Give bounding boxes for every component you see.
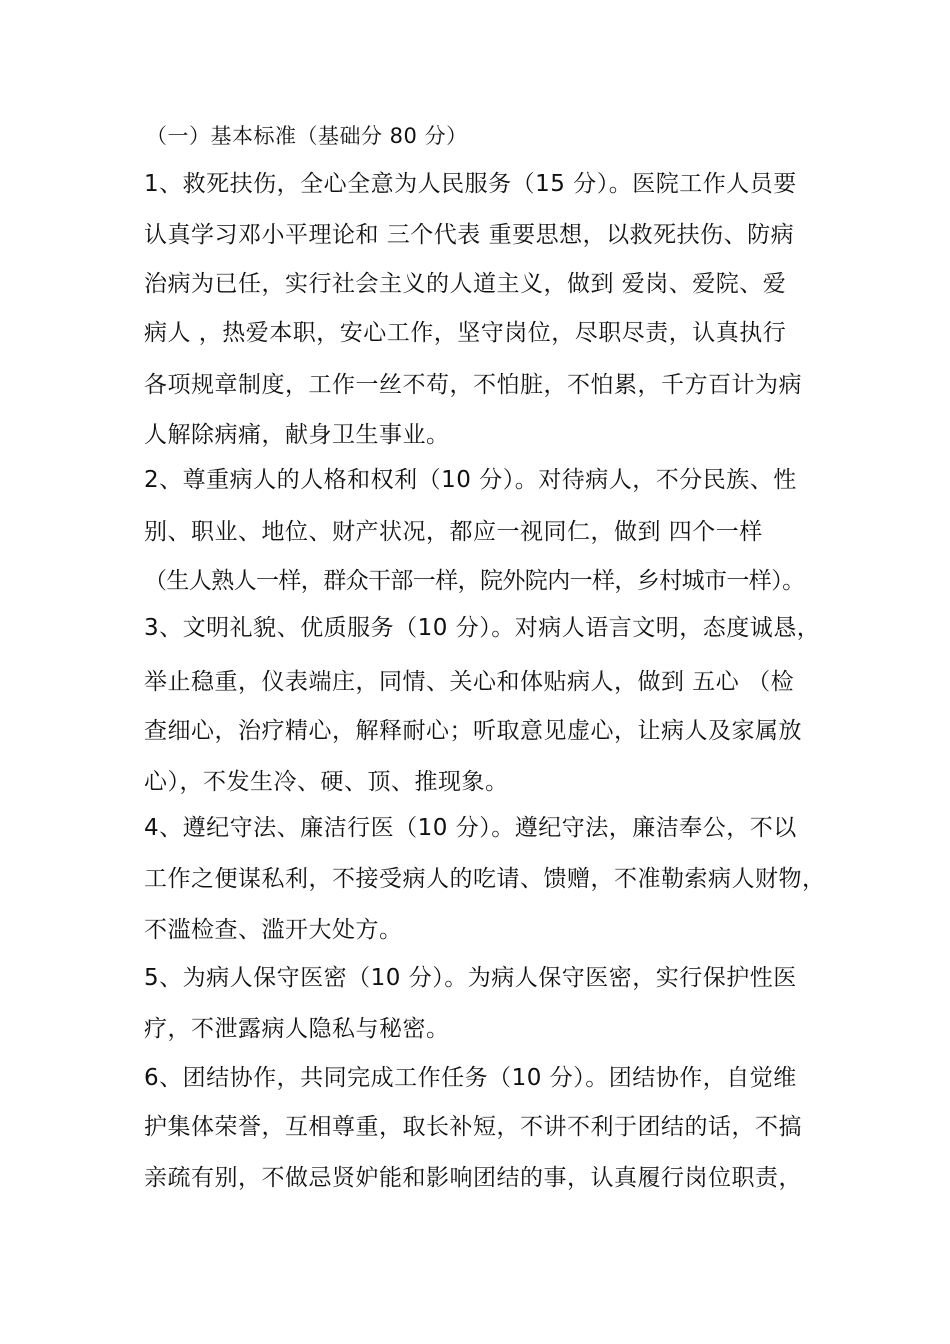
text-line: 工作之便谋私利，不接受病人的吃请、馈赠，不准勒索病人财物， [144, 866, 826, 892]
text-line: 护集体荣誉，互相尊重，取长补短，不讲不利于团结的话，不搞 [144, 1114, 802, 1140]
text-line: 认真学习邓小平理论和 三个代表 重要思想，以救死扶伤、防病 [144, 222, 795, 248]
text-line: 举止稳重，仪表端庄，同情、关心和体贴病人，做到 五心 （检 [144, 669, 795, 695]
text-line: 查细心，治疗精心，解释耐心；听取意见虚心，让病人及家属放 [144, 718, 802, 744]
text-line: 心），不发生冷、硬、顶、推现象。 [144, 769, 509, 795]
text-line: 亲疏有别，不做忌贤妒能和影响团结的事，认真履行岗位职责， [144, 1165, 802, 1191]
text-line: 2、尊重病人的人格和权利（10 分）。对待病人，不分民族、性 [144, 467, 797, 493]
text-line: 疗，不泄露病人隐私与秘密。 [144, 1016, 450, 1042]
text-line: （生人熟人一样，群众干部一样，院外院内一样，乡村城市一样）。 [144, 568, 805, 594]
text-line: 治病为已任，实行社会主义的人道主义，做到 爱岗、爱院、爱 [144, 271, 787, 297]
text-line: 4、遵纪守法、廉洁行医（10 分）。遵纪守法，廉洁奉公，不以 [144, 815, 797, 841]
text-line: 5、为病人保守医密（10 分）。为病人保守医密，实行保护性医 [144, 965, 797, 991]
text-line: 不滥检查、滥开大处方。 [144, 917, 403, 943]
text-line: 别、职业、地位、财产状况，都应一视同仁，做到 四个一样 [144, 519, 763, 545]
section-heading: （一）基本标准（基础分 80 分） [146, 124, 468, 148]
text-line: 病人 ，热爱本职，安心工作，坚守岗位，尽职尽责，认真执行 [144, 320, 787, 346]
text-line: 人解除病痛，献身卫生事业。 [144, 422, 450, 448]
text-line: 各项规章制度，工作一丝不苟，不怕脏，不怕累，千方百计为病 [144, 372, 802, 398]
text-line: 3、文明礼貌、优质服务（10 分）。对病人语言文明，态度诚恳， [144, 615, 821, 641]
text-line: 6、团结协作，共同完成工作任务（10 分）。团结协作，自觉维 [144, 1065, 797, 1091]
text-line: 1、救死扶伤，全心全意为人民服务（15 分）。医院工作人员要 [144, 171, 797, 197]
